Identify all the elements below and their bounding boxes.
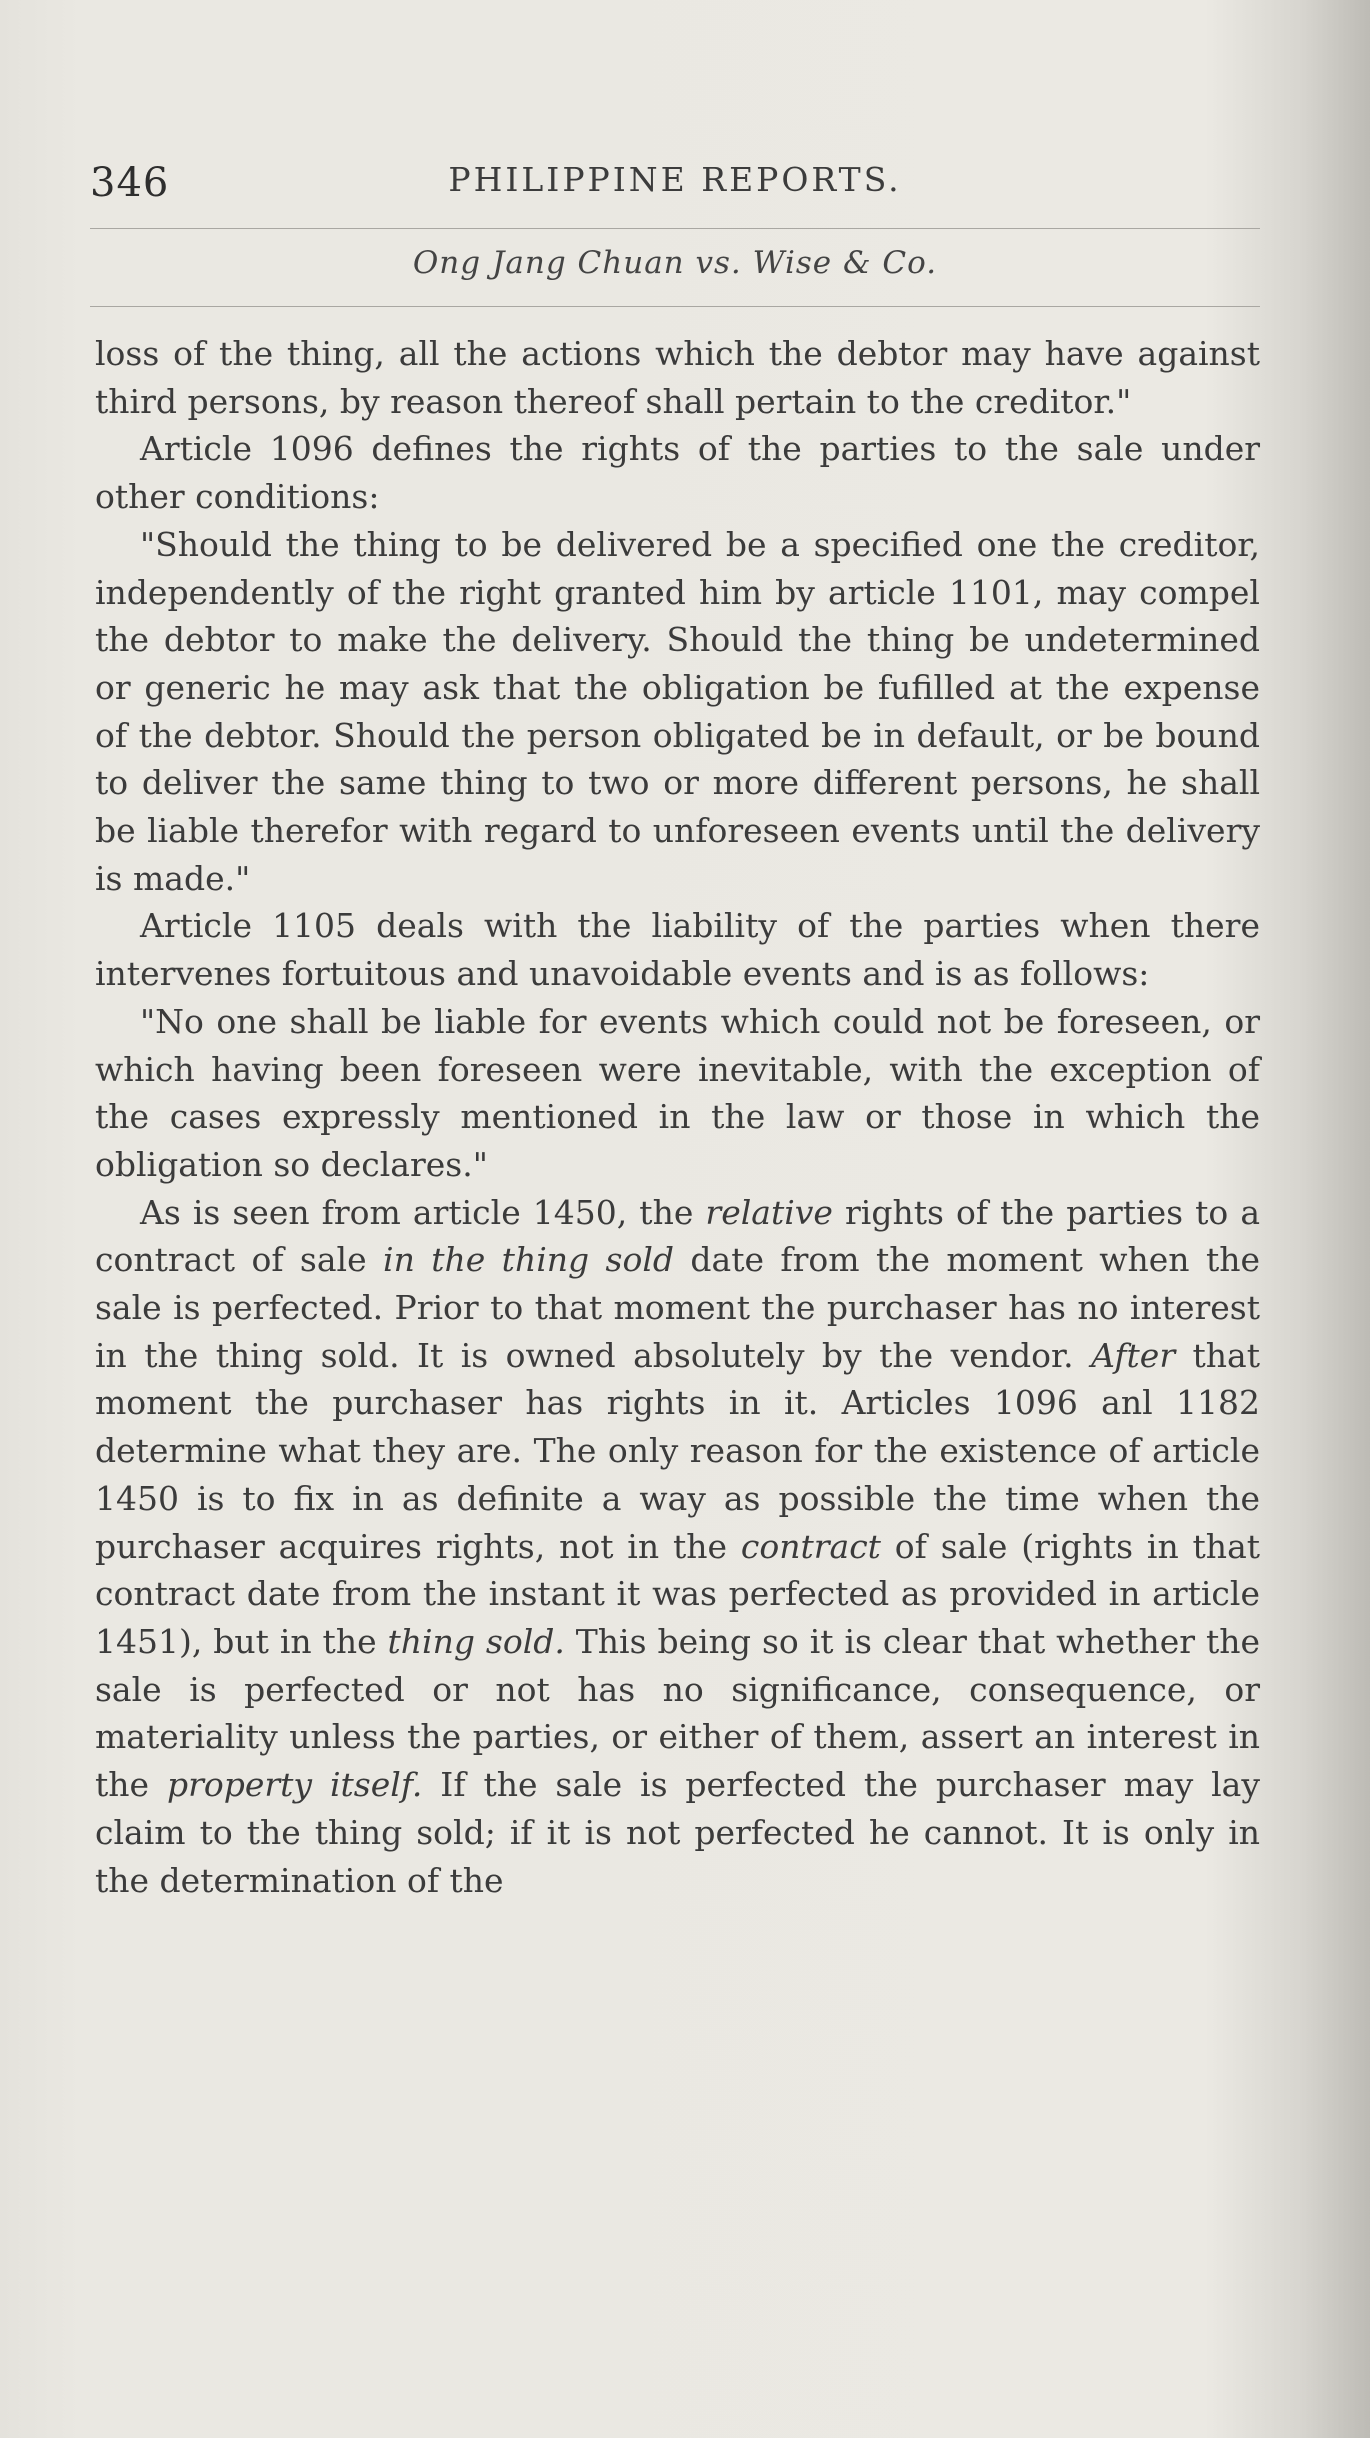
text-run: of sale (rights in that contract date from the instant it was perfected as provided in article 1451), but in the (95, 1526, 1261, 1661)
italic-run: relative (705, 1192, 833, 1232)
text-run: If the sale is perfected the purchaser may lay claim to the thing sold; if it is not perfected he cannot. It is only in the determination of the (95, 1765, 1260, 1900)
text-run: date from the moment when the sale is perfected. Prior to that moment the purchaser has no interest in the thing sold. It is owned absolutely by the vendor. (95, 1240, 1261, 1375)
italic-run: thing sold. (387, 1621, 565, 1661)
paragraph-article-1450 (95, 1189, 1260, 1905)
reporter-title: PHILIPPINE REPORTS. (448, 160, 902, 199)
italic-run: in the thing sold (383, 1240, 675, 1280)
paragraph-article-1105: Article 1105 deals with the liability of the parties when there intervenes fortuitous and unavoidable events and is as follows: (95, 906, 1260, 994)
quote-article-1105: "No one shall be liable for events which could not be foreseen, or which having been foreseen were inevitable, with the exception of the cases expressly mentioned in the law or those in which the obligation so declares." (95, 1001, 1260, 1184)
page-number: 346 (90, 160, 170, 206)
text-run: that moment the purchaser has rights in it. Articles 1096 anl 1182 determine what they are. The only reason for the existence of article 1450 is to fix in as definite a way as possible the time when the purchaser acquires rights, not in the (95, 1335, 1260, 1566)
italic-run: After (1091, 1335, 1176, 1375)
text-run: As is seen from article 1450, the (140, 1192, 706, 1232)
case-caption: Ong Jang Chuan vs. Wise & Co. (412, 245, 938, 281)
paragraph-continuation: loss of the thing, all the actions which the debtor may have against third persons, by reason thereof shall pertain to the creditor." (95, 334, 1260, 421)
italic-run: property itself. (166, 1765, 423, 1805)
quote-article-1096: "Should the thing to be delivered be a specified one the creditor, independently of the right granted him by article 1101, may compel the debtor to make the delivery. Should the thing be undetermined or generic he may ask that the obligation be fufilled at the expense of the debtor. Should the person obligated be in default, or be bound to deliver the same thing to two or more different persons, he shall be liable therefor with regard to unforeseen events until the delivery is made." (95, 524, 1260, 898)
body-text (95, 330, 1260, 1904)
italic-run: contract (740, 1526, 881, 1566)
text-run: rights of the parties to a contract of sale (95, 1192, 1260, 1280)
running-header (90, 150, 1260, 210)
text-run: This being so it is clear that whether the sale is perfected or not has no significance, consequence, or materiality unless the parties, or either of them, assert an interest in the (95, 1621, 1260, 1805)
paragraph-article-1096: Article 1096 defines the rights of the parties to the sale under other conditions: (95, 429, 1260, 517)
header-rule-bottom (90, 306, 1260, 307)
header-rule-top (90, 228, 1260, 229)
